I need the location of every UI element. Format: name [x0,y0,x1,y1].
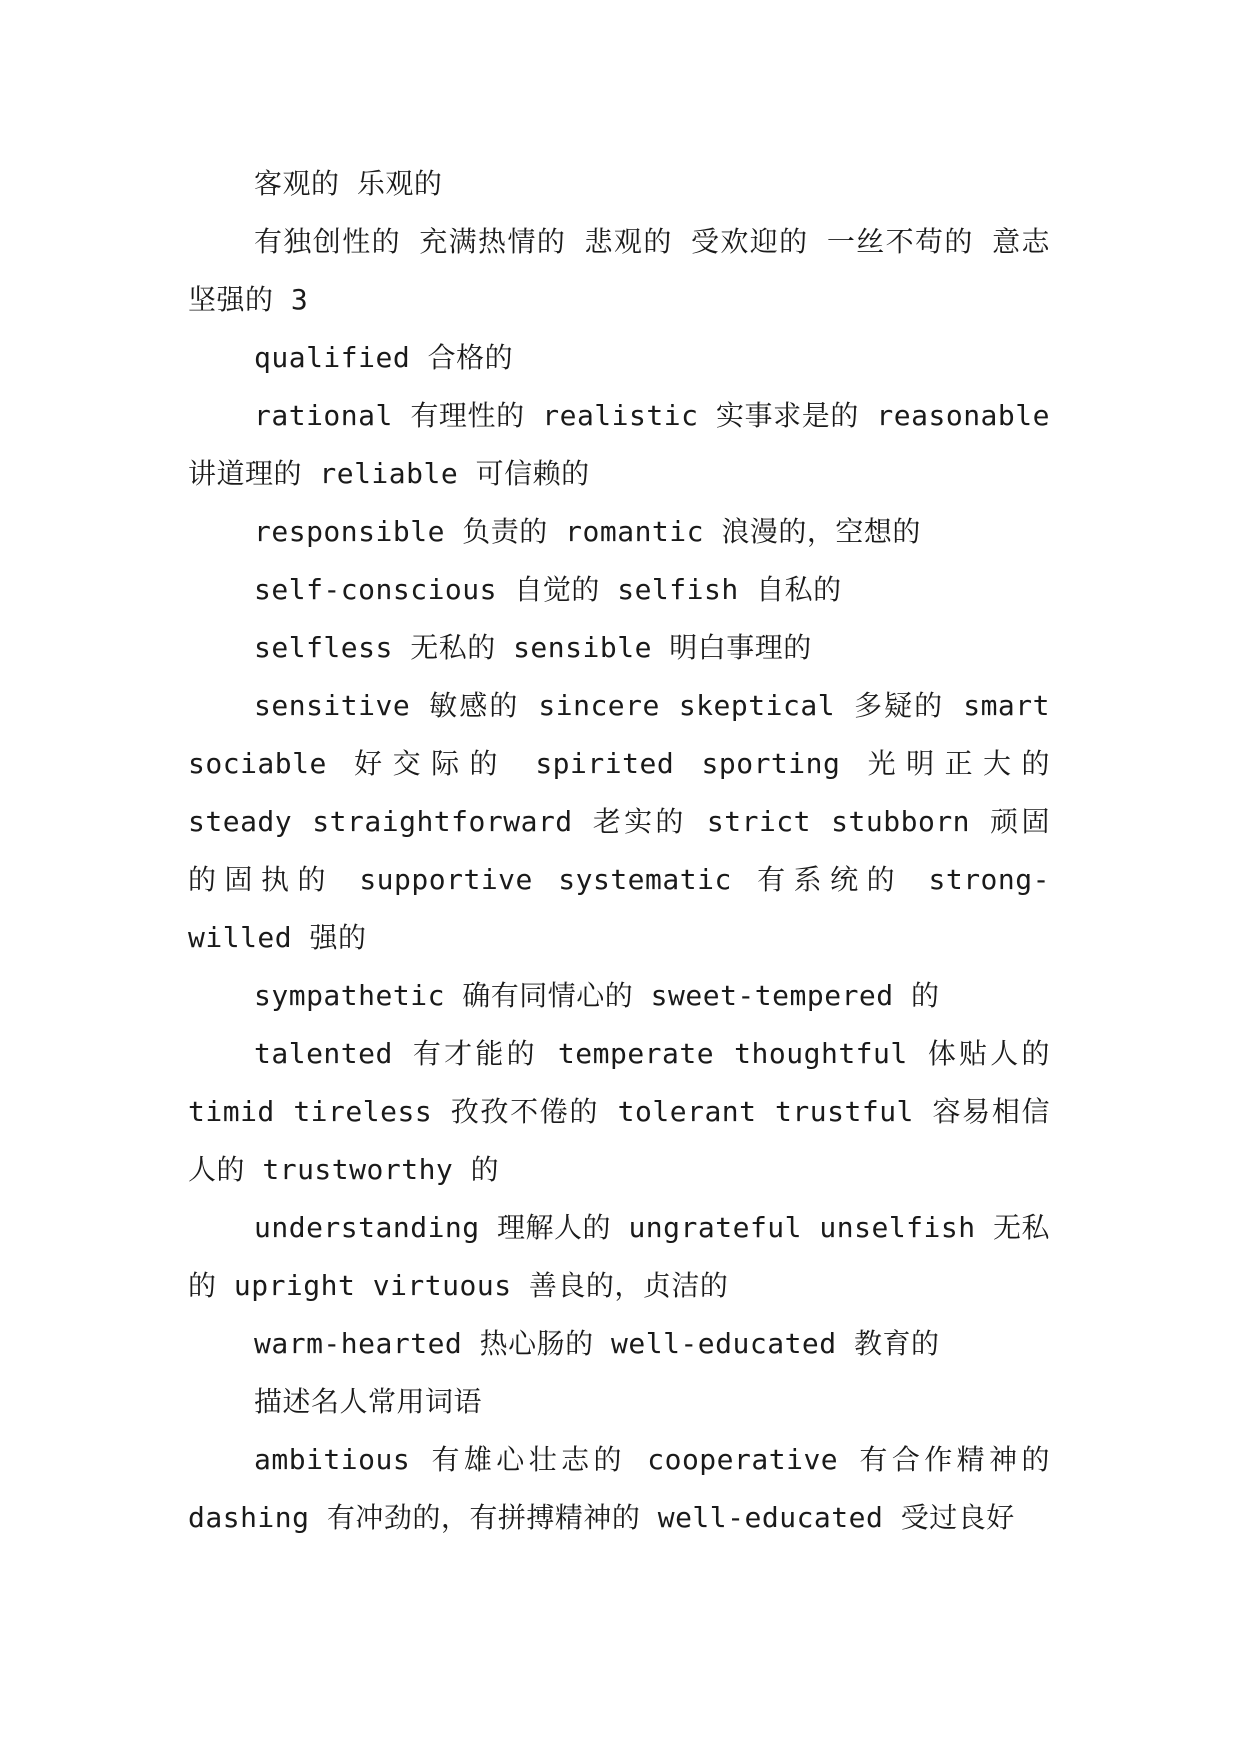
paragraph: sympathetic 确有同情心的 sweet-tempered 的 [254,979,940,1012]
section-heading: 描述名人常用词语 [254,1385,483,1418]
paragraph: warm-hearted 热心肠的 well-educated 教育的 [254,1327,940,1360]
paragraph: talented 有才能的 temperate thoughtful 体贴人的 timid tireless 孜孜不倦的 tolerant trustful 容易相信人的 trustworthy 的 [188,1037,1050,1186]
paragraph: qualified 合格的 [254,341,514,374]
paragraph: selfless 无私的 sensible 明白事理的 [254,631,812,664]
paragraph: sensitive 敏感的 sincere skeptical 多疑的 smart sociable 好交际的 spirited sporting 光明正大的 steady straightforward 老实的 strict stubborn 顽固的固执的 supportive systematic 有系统的 strong-willed 强的 [188,689,1050,954]
paragraph: understanding 理解人的 ungrateful unselfish 无私的 upright virtuous 善良的，贞洁的 [188,1211,1050,1302]
paragraph: 有独创性的 充满热情的 悲观的 受欢迎的 一丝不苟的 意志坚强的 3 [188,225,1050,316]
paragraph: rational 有理性的 realistic 实事求是的 reasonable 讲道理的 reliable 可信赖的 [188,399,1050,490]
paragraph: self-conscious 自觉的 selfish 自私的 [254,573,842,606]
paragraph: ambitious 有雄心壮志的 cooperative 有合作精神的 dashing 有冲劲的，有拼搏精神的 well-educated 受过良好 [188,1443,1050,1534]
document-body [188,155,1050,1547]
paragraph: 客观的 乐观的 [254,167,443,200]
paragraph: responsible 负责的 romantic 浪漫的，空想的 [254,515,921,548]
